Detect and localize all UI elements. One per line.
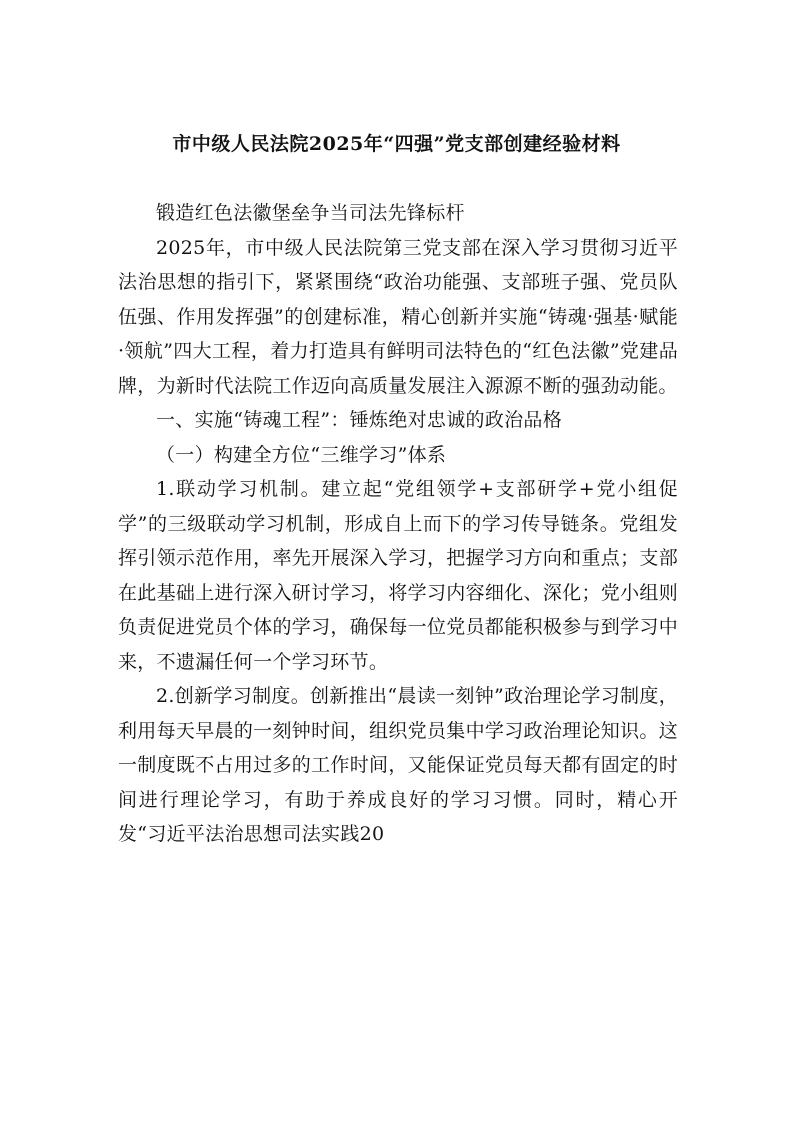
paragraph-item-2: 2.创新学习制度。创新推出“晨读一刻钟”政治理论学习制度，利用每天早晨的一刻钟时间，组织党员集中学习政治理论知识。这一制度既不占用过多的工作时间，又能保证党员每天都有固定的时间进行理论学习，有助于养成良好的学习习惯。同时，精心开发“习近平法治思想司法实践20 <box>118 685 678 845</box>
intro-paragraph: 2025年，市中级人民法院第三党支部在深入学习贯彻习近平法治思想的指引下，紧紧围绕“政治功能强、支部班子强、党员队伍强、作用发挥强”的创建标准，精心创新并实施“铸魂·强基·赋能·领航”四大工程，着力打造具有鲜明司法特色的“红色法徽”党建品牌，为新时代法院工作迈向高质量发展注入源源不断的强劲动能。 <box>118 236 678 397</box>
paragraph-item-1: 1.联动学习机制。建立起“党组领学+支部研学+党小组促学”的三级联动学习机制，形成自上而下的学习传导链条。党组发挥引领示范作用，率先开展深入学习，把握学习方向和重点；支部在此基础上进行深入研讨学习，将学习内容细化、深化；党小组则负责促进党员个体的学习，确保每一位党员都能积极参与到学习中来，不遗漏任何一个学习环节。 <box>118 478 678 673</box>
section-heading-1: 一、实施“铸魂工程”：锤炼绝对忠诚的政治品格 <box>156 409 563 431</box>
document-subtitle: 锻造红色法徽堡垒争当司法先锋标杆 <box>156 202 465 224</box>
document-body <box>118 196 678 852</box>
subsection-heading-1: （一）构建全方位“三维学习”体系 <box>156 443 447 466</box>
document-title: 市中级人民法院2025年“四强”党支部创建经验材料 <box>172 133 621 155</box>
